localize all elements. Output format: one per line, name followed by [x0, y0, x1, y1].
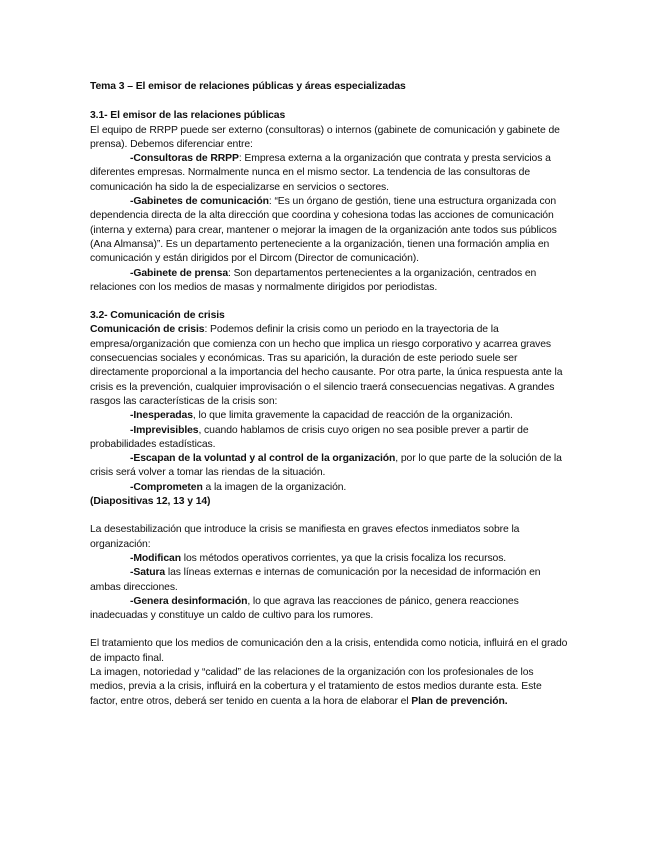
- feature-item: [90, 452, 570, 481]
- effect-item: [90, 552, 570, 566]
- effect-text: , lo que agrava las reacciones de pánico, genera reacciones inadecuadas y constituye un caldo de cultivo para los rumores.: [90, 595, 519, 622]
- feature-text: , lo que limita gravemente la capacidad de reacción de la organización.: [192, 410, 513, 422]
- text-consultoras: : Empresa externa a la organización que contrata y presta servicios a diferentes empresas. Normalmente nunca en el mismo sector. La tendencia de las consultoras de comunicación ha sido la de especializarse en servicios o sectores.: [90, 153, 551, 193]
- section-intro: El equipo de RRPP puede ser externo (consultoras) o internos (gabinete de comunicación y gabinete de prensa). Debemos diferenciar entre:: [90, 124, 560, 150]
- effect-text: las líneas externas e internas de comunicación por la necesidad de información en ambas direcciones.: [90, 567, 541, 593]
- term-plan-prevencion: Plan de prevención.: [411, 695, 508, 707]
- term-comunicacion-crisis: Comunicación de crisis: [90, 324, 205, 336]
- paragraph-media-treatment: El tratamiento que los medios de comunicación den a la crisis, entendida como noticia, influirá en el grado de impacto final.: [90, 638, 568, 664]
- paragraph-gabinete-prensa: [90, 267, 570, 296]
- feature-term: -Comprometen: [130, 481, 203, 493]
- effect-text: los métodos operativos corrientes, ya que la crisis focaliza los recursos.: [180, 552, 507, 564]
- feature-term: -Imprevisibles: [130, 424, 199, 436]
- feature-term: -Inesperadas: [130, 410, 193, 422]
- feature-text: , cuando hablamos de crisis cuyo origen no sea posible prever a partir de probabilidades estadísticas.: [90, 424, 529, 450]
- paragraph-definition: [90, 323, 570, 409]
- feature-term: -Escapan de la voluntad y al control de la organización: [130, 453, 396, 465]
- text-gabinetes: : “Es un órgano de gestión, tiene una estructura organizada con dependencia directa de la alta dirección que coordina y cohesiona todas las acciones de comunicación (interna y externa) para crear, mantener o mejorar la imagen de la organización ante todos sus públicos (Ana Almansa)”. Es un departamento perteneciente a la organización, tienen una formación amplia en comunicación y están dirigidos por el Dircom (Director de comunicación).: [90, 196, 557, 265]
- paragraph-image-notoriety: [90, 666, 570, 709]
- term-consultoras: -Consultoras de RRPP: [130, 153, 239, 165]
- effect-item: [90, 566, 570, 595]
- feature-text: , por lo que parte de la solución de la crisis será volver a tomar las riendas de la situación.: [90, 453, 562, 479]
- document-title: Tema 3 – El emisor de relaciones públicas y áreas especializadas: [90, 81, 406, 92]
- term-gabinetes: -Gabinetes de comunicación: [130, 196, 269, 208]
- feature-item: [90, 424, 570, 453]
- text-gabinete-prensa: : Son departamentos pertenecientes a la organización, centrados en relaciones con los medios de masas y normalmente dirigidos por periodistas.: [90, 267, 537, 293]
- closing-text: La imagen, notoriedad y “calidad” de las relaciones de la organización con los profesionales de los medios, previa a la crisis, influirá en la cobertura y el tratamiento de estos medios durante esta. Este factor, entre otros, deberá ser tenido en cuenta a la hora de elaborar el: [90, 666, 542, 707]
- term-gabinete-prensa: -Gabinete de prensa: [130, 267, 228, 279]
- effect-term: -Satura: [130, 567, 166, 579]
- effect-term: -Genera desinformación: [130, 595, 248, 607]
- slides-reference: (Diapositivas 12, 13 y 14): [90, 496, 211, 508]
- paragraph-destabilization: La desestabilización que introduce la crisis se manifiesta en graves efectos inmediatos sobre la organización:: [90, 524, 520, 550]
- effect-term: -Modifican: [130, 552, 181, 564]
- paragraph-gabinetes-comunicacion: [90, 195, 570, 266]
- document-page: [90, 80, 570, 709]
- feature-item: [90, 409, 570, 423]
- effect-item: [90, 595, 570, 624]
- feature-item: [90, 481, 570, 495]
- section-heading-3-2: 3.2- Comunicación de crisis: [90, 310, 225, 322]
- paragraph-consultoras: [90, 152, 570, 195]
- text-definition: : Podemos definir la crisis como un periodo en la trayectoria de la empresa/organización que comienza con un hecho que implica un riesgo corporativo y acarrea graves consecuencias sociales y económicas. Tras su aparición, la duración de este periodo suele ser directamente proporcional a la importancia del hecho causante. Por otra parte, la única respuesta ante la crisis es la prevención, cualquier improvisación o el silencio traerá consecuencias negativas. A grandes rasgos las características de la crisis son:: [90, 324, 563, 407]
- feature-text: a la imagen de la organización.: [202, 481, 347, 493]
- section-heading-3-1: 3.1- El emisor de las relaciones públicas: [90, 110, 286, 122]
